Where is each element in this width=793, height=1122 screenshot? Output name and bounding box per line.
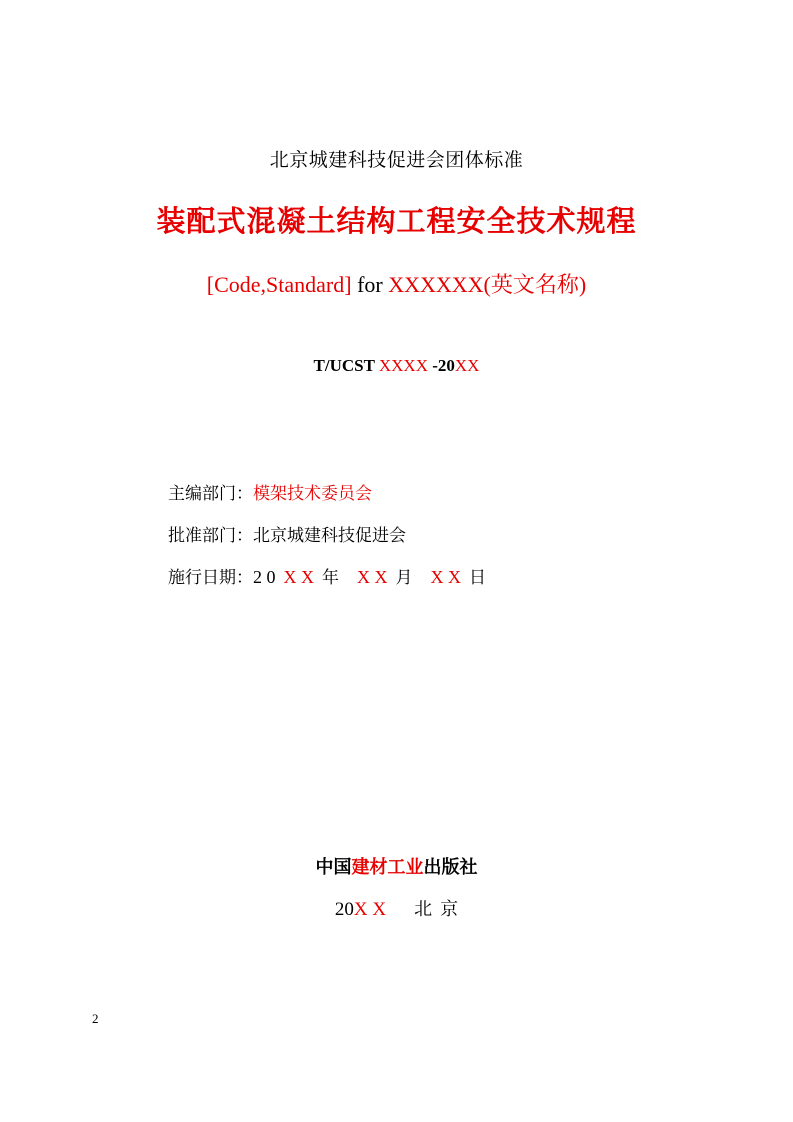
approver-label: 批准部门： xyxy=(168,526,253,546)
date-day-placeholder: X X xyxy=(430,567,461,587)
page-number: 2 xyxy=(92,1011,99,1026)
date-month-placeholder: X X xyxy=(357,567,388,587)
date-day-unit: 日 xyxy=(469,568,486,588)
publication-city-b: 京 xyxy=(440,899,459,920)
document-title: 装配式混凝土结构工程安全技术规程 xyxy=(156,204,637,238)
effective-date-row xyxy=(168,563,486,588)
publisher-part-a: 中国 xyxy=(315,857,352,878)
code-separator: -20 xyxy=(427,356,455,375)
code-prefix: T/UCST xyxy=(313,356,379,375)
date-year-unit: 年 xyxy=(322,568,339,588)
date-year-placeholder: X X xyxy=(283,567,314,587)
subtitle-code-standard: [Code,Standard] xyxy=(206,272,352,297)
date-month-unit: 月 xyxy=(395,568,413,588)
publication-city-a: 北 xyxy=(414,899,433,920)
publisher-part-c: 出版社 xyxy=(423,857,478,878)
subtitle-for: for xyxy=(351,272,389,297)
approver-row xyxy=(168,521,406,546)
editor-label: 主编部门： xyxy=(168,484,253,504)
publication-year-prefix: 20 xyxy=(334,899,354,920)
publication-year-placeholder: X X xyxy=(353,899,387,920)
editor-value: 模架技术委员会 xyxy=(253,484,372,504)
subtitle-english-name: XXXXXX(英文名称) xyxy=(388,272,587,297)
issuing-organization: 北京城建科技促进会团体标准 xyxy=(269,149,524,171)
editor-row xyxy=(168,479,372,504)
publisher-part-b: 建材工业 xyxy=(351,857,424,878)
publication-year-city xyxy=(0,895,793,921)
date-year-prefix: 2 0 xyxy=(253,567,276,587)
standard-code xyxy=(0,356,793,376)
approver-value: 北京城建科技促进会 xyxy=(253,526,406,546)
code-year: XX xyxy=(454,356,480,375)
date-label: 施行日期： xyxy=(168,568,253,588)
english-subtitle xyxy=(0,268,793,299)
publisher-name xyxy=(0,853,793,879)
code-number: XXXX xyxy=(378,356,428,375)
